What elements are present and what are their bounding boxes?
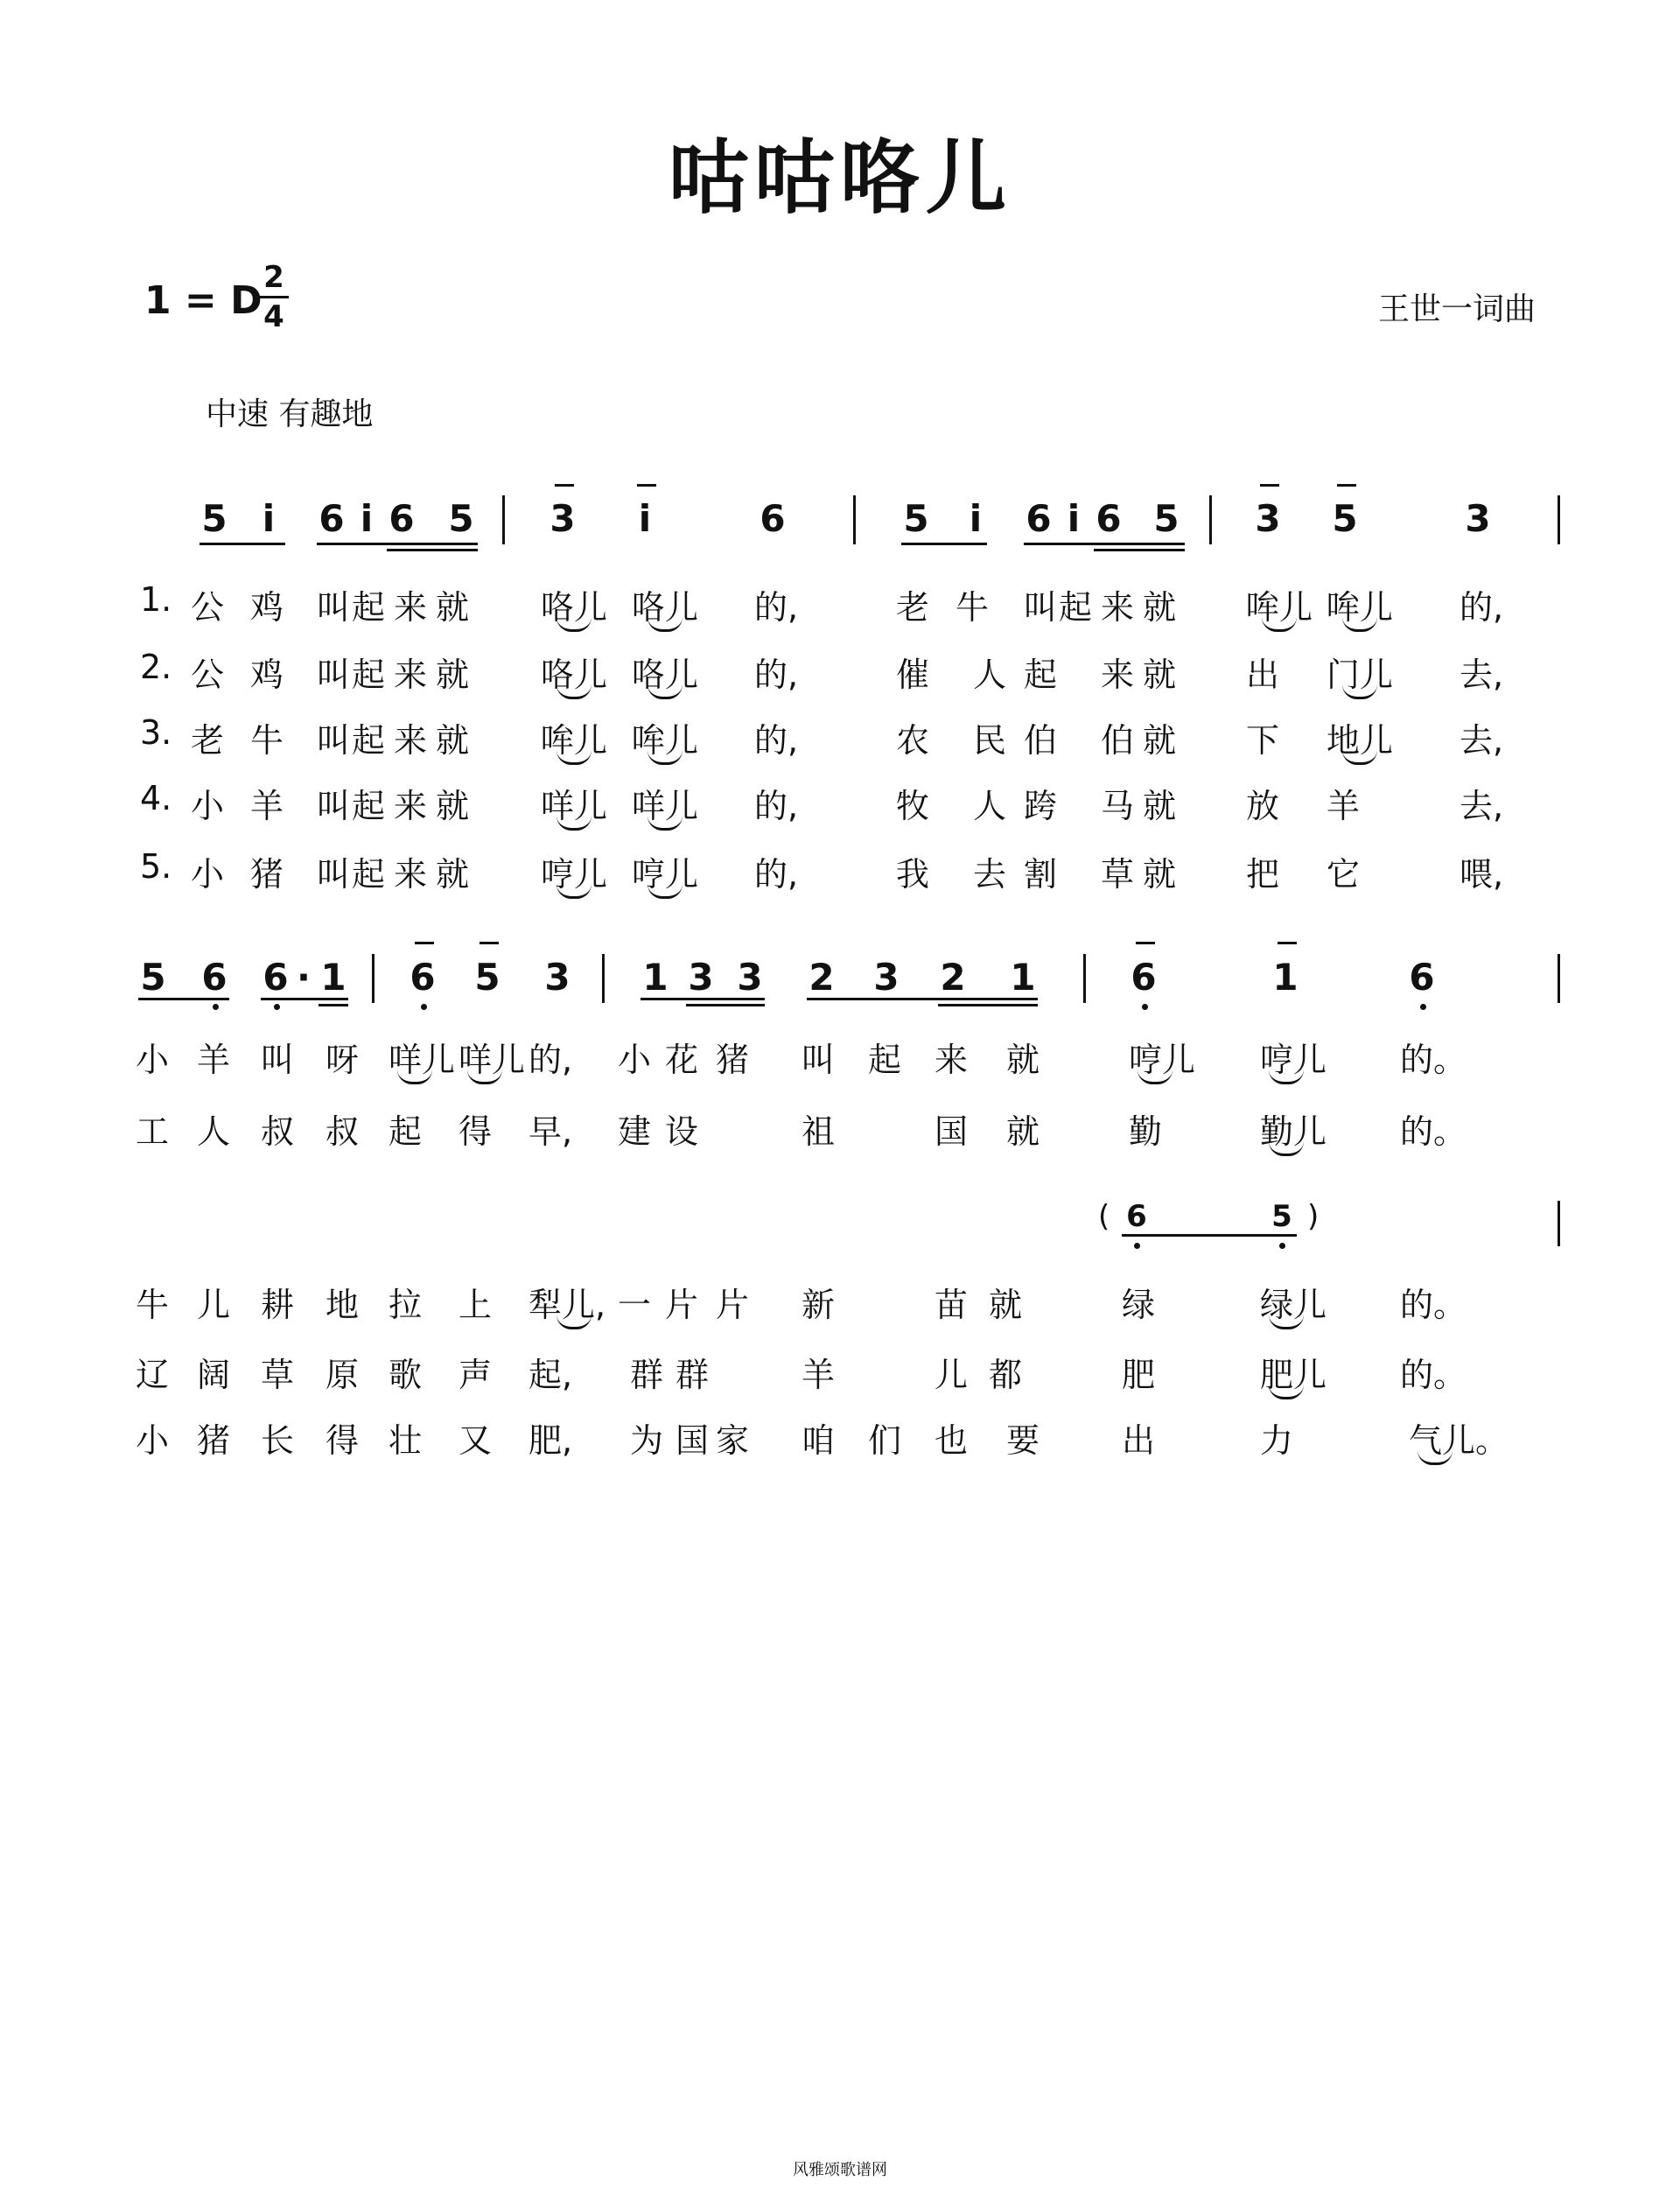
lyric-word: 工 [136,1112,170,1151]
lyric-word: 建 [618,1112,652,1151]
lyric-word: 苗 [934,1286,969,1324]
octave-dot [1142,1004,1148,1010]
slur [1269,1141,1304,1156]
slur [1269,1385,1304,1399]
lyric-word: 来 [1101,656,1135,694]
note: 5 [201,497,228,540]
verse-number: 2. [140,648,172,686]
beam-line [387,549,478,551]
lyric-word: 小 [136,1421,170,1460]
lyric-word: 地儿 [1326,721,1394,760]
lyric-word: 民 [973,721,1007,760]
lyric-word: 绿儿 [1260,1286,1327,1324]
lyric-word: 咩儿 [388,1041,456,1079]
note: 3 [550,497,576,540]
lyric-word: 咩儿 [632,787,699,825]
lyric-word: 片 [665,1286,699,1324]
lyric-word: 耕 [261,1286,295,1324]
note: 6 [1130,956,1157,999]
note: 6 [262,956,289,999]
lyric-word: 的。 [1400,1041,1467,1079]
lyric-word: 叫 [802,1041,836,1079]
slur [556,750,592,765]
lyric-word: 肥 [1122,1356,1156,1394]
lyric-word: 新 [802,1286,836,1324]
lyric-word: 来 [1101,588,1135,627]
note: 6 [318,497,345,540]
lyric-word: 家 [716,1421,750,1460]
lyric-word: 犁儿, [528,1286,606,1324]
tenuto-mark [1260,484,1279,487]
lyric-word: 长 [261,1421,295,1460]
verse-number: 5. [140,847,172,886]
note: 3 [688,956,714,999]
lyric-word: 就 [1143,721,1177,760]
lyric-word: 咱 [802,1421,836,1460]
lyric-word: 的, [528,1041,573,1079]
lyric-word: 起 [1024,656,1058,694]
lyric-word: 牧 [896,787,930,825]
lyric-word: 上 [458,1286,493,1324]
slur [467,1069,502,1084]
slur [1342,684,1377,699]
lyric-word: 就 [436,721,470,760]
lyric-word: 群 [630,1356,664,1394]
lyric-word: 阔 [197,1356,231,1394]
key-signature: 1 = D [144,278,262,323]
note: · [297,956,311,999]
lyric-word: 公 [191,656,225,694]
verse-number: 3. [140,713,172,752]
slur [1342,750,1377,765]
octave-dot [1134,1243,1140,1249]
lyric-word: 设 [665,1112,699,1151]
lyric-word: 就 [989,1286,1023,1324]
lyric-word: 草 [1101,855,1135,894]
note: 2 [808,956,835,999]
lyric-word: 起 [352,656,386,694]
lyric-word: 就 [1006,1112,1040,1151]
beam-line [1122,1234,1297,1237]
note: 6 [1126,1199,1147,1234]
lyric-word: 就 [436,656,470,694]
lyric-word: 肥, [528,1421,573,1460]
slur [648,816,682,831]
lyric-word: 叫 [261,1041,295,1079]
lyric-word: 跨 [1024,787,1058,825]
verse-number: 1. [140,580,172,619]
note: 6 [410,956,436,999]
tempo-marking: 中速 有趣地 [206,396,374,432]
octave-dot [1279,1243,1285,1249]
lyric-word: 羊 [802,1356,836,1394]
lyric-word: 叫 [1024,588,1058,627]
slur [1342,617,1377,632]
composer-credit: 王世一词曲 [1377,291,1536,327]
lyric-word: 来 [394,721,428,760]
lyric-word: 公 [191,588,225,627]
lyric-word: 叫 [317,588,351,627]
lyric-word: 伯 [1101,721,1135,760]
lyric-word: 羊 [197,1041,231,1079]
tenuto-mark [480,942,499,944]
slur [648,884,682,899]
lyric-word: 门儿 [1326,656,1394,694]
note: 2 [940,956,966,999]
slur [1269,1315,1304,1329]
lyric-word: 哞儿 [1246,588,1313,627]
tenuto-mark [415,942,434,944]
lyric-word: 哼儿 [541,855,608,894]
lyric-word: 就 [1143,787,1177,825]
lyric-word: 就 [1143,588,1177,627]
note: 1 [1272,956,1298,999]
lyric-word: 歌 [388,1356,423,1394]
lyric-word: 早, [528,1112,573,1151]
lyric-word: 下 [1246,721,1280,760]
tenuto-mark [1136,942,1155,944]
lyric-word: 老 [896,588,930,627]
note: 5 [903,497,929,540]
lyric-word: 都 [989,1356,1023,1394]
note: i [969,497,983,540]
note: 1 [642,956,668,999]
note: i [638,497,652,540]
beam-line [686,1004,765,1006]
lyric-word: 勤 [1129,1112,1163,1151]
beam-line [1024,543,1185,545]
song-title: 咕咕咯儿 [668,131,1012,225]
lyric-word: 花 [665,1041,699,1079]
lyric-word: 起 [352,721,386,760]
beam-line [138,998,229,1000]
lyric-word: 片 [716,1286,750,1324]
lyric-word: 草 [261,1356,295,1394]
lyric-word: 人 [973,656,1007,694]
lyric-word: 得 [458,1112,493,1151]
lyric-word: 儿 [934,1356,969,1394]
note: 6 [760,497,786,540]
lyric-word: 小 [136,1041,170,1079]
lyric-word: 马 [1101,787,1135,825]
note: 5 [140,956,166,999]
lyric-word: 来 [394,787,428,825]
bar-line [602,954,605,1003]
lyric-word: 它 [1326,855,1361,894]
beam-line [938,1004,1038,1006]
lyric-word: 祖 [802,1112,836,1151]
lyric-word: 牛 [956,588,990,627]
bar-line [1558,954,1560,1003]
lyric-word: 咯儿 [541,588,608,627]
lyric-word: 壮 [388,1421,423,1460]
octave-dot [274,1004,280,1010]
note: 6 [388,497,415,540]
lyric-word: 哞儿 [1326,588,1394,627]
lyric-word: 牛 [136,1286,170,1324]
slur [648,617,682,632]
paren-open: ( [1098,1199,1110,1234]
slur [1138,1069,1172,1084]
lyric-word: 哼儿 [1129,1041,1196,1079]
lyric-word: 叔 [261,1112,295,1151]
lyric-word: 人 [973,787,1007,825]
bar-line [1558,1201,1560,1246]
slur [648,750,682,765]
lyric-word: 们 [868,1421,902,1460]
note: 6 [201,956,228,999]
lyric-word: 勤儿 [1260,1112,1327,1151]
lyric-word: 哞儿 [541,721,608,760]
lyric-word: 得 [326,1421,360,1460]
lyric-word: 老 [191,721,225,760]
bar-line [1083,954,1086,1003]
lyric-word: 起 [868,1041,902,1079]
lyric-word: 小 [618,1041,652,1079]
note: 3 [873,956,900,999]
lyric-word: 出 [1122,1421,1156,1460]
lyric-word: 就 [436,787,470,825]
time-signature-bottom: 4 [263,299,284,334]
note: i [360,497,374,540]
lyric-word: 咩儿 [458,1041,526,1079]
note: 5 [1332,497,1358,540]
lyric-word: 来 [934,1041,969,1079]
note: 5 [474,956,500,999]
lyric-word: 的, [754,588,799,627]
note: 1 [320,956,346,999]
lyric-word: 叔 [326,1112,360,1151]
time-signature-top: 2 [263,260,284,295]
lyric-word: 肥儿 [1260,1356,1327,1394]
lyric-word: 我 [896,855,930,894]
lyric-word: 喂, [1460,855,1504,894]
slur [556,816,592,831]
lyric-word: 叫 [317,787,351,825]
lyric-word: 哼儿 [1260,1041,1327,1079]
footer-watermark: 风雅颂歌谱网 [793,2161,887,2179]
lyric-word: 儿 [197,1286,231,1324]
beam-line [200,543,285,545]
lyric-word: 的, [754,656,799,694]
beam-line [640,998,765,1000]
lyric-word: 割 [1024,855,1058,894]
note: i [1067,497,1081,540]
lyric-word: 就 [1143,855,1177,894]
lyric-word: 呀 [326,1041,360,1079]
lyric-word: 起 [1059,588,1093,627]
lyric-word: 声 [458,1356,493,1394]
lyric-word: 来 [394,588,428,627]
lyric-word: 哼儿 [632,855,699,894]
lyric-word: 起, [528,1356,573,1394]
lyric-word: 叫 [317,656,351,694]
lyric-word: 小 [191,787,225,825]
lyric-word: 起 [352,787,386,825]
lyric-word: 群 [676,1356,710,1394]
note: 6 [1409,956,1435,999]
lyric-word: 就 [1006,1041,1040,1079]
octave-dot [213,1004,219,1010]
lyric-word: 羊 [1326,787,1361,825]
slur [648,684,682,699]
lyric-word: 也 [934,1421,969,1460]
lyric-word: 咩儿 [541,787,608,825]
time-signature-line [259,296,289,298]
lyric-word: 猪 [716,1041,750,1079]
beam-line [318,1004,348,1006]
slur [556,884,592,899]
lyric-word: 催 [896,656,930,694]
lyric-word: 放 [1246,787,1280,825]
note: 6 [1026,497,1052,540]
slur [556,617,592,632]
beam-line [317,543,478,545]
lyric-word: 拉 [388,1286,423,1324]
lyric-word: 的。 [1400,1356,1467,1394]
slur [1269,1069,1304,1084]
lyric-word: 的, [754,855,799,894]
lyric-word: 原 [326,1356,360,1394]
verse-number: 4. [140,779,172,817]
beam-line [1094,549,1185,551]
beam-line [901,543,987,545]
note: 3 [1465,497,1491,540]
lyric-word: 把 [1246,855,1280,894]
lyric-word: 农 [896,721,930,760]
note: 3 [1255,497,1281,540]
slur [556,1315,592,1329]
note: 5 [448,497,474,540]
lyric-word: 的, [754,721,799,760]
lyric-word: 伯 [1024,721,1058,760]
lyric-word: 就 [436,588,470,627]
lyric-word: 出 [1246,656,1280,694]
beam-line [807,998,1038,1000]
note: 3 [737,956,763,999]
bar-line [372,954,374,1003]
bar-line [1558,495,1560,544]
slur [556,684,592,699]
lyric-word: 咯儿 [541,656,608,694]
lyric-word: 的, [754,787,799,825]
lyric-word: 又 [458,1421,493,1460]
lyric-word: 小 [191,855,225,894]
slur [1262,617,1297,632]
lyric-word: 鸡 [250,588,284,627]
lyric-word: 的, [1460,588,1504,627]
lyric-word: 羊 [250,787,284,825]
lyric-word: 人 [197,1112,231,1151]
tenuto-mark [637,484,656,487]
lyric-word: 气儿。 [1409,1421,1509,1460]
lyric-word: 起 [388,1112,423,1151]
lyric-word: 就 [1143,656,1177,694]
note: 6 [1096,497,1122,540]
lyric-word: 猪 [197,1421,231,1460]
lyric-word: 要 [1006,1421,1040,1460]
tenuto-mark [1278,942,1297,944]
lyric-word: 猪 [250,855,284,894]
lyric-word: 去, [1460,787,1504,825]
lyric-word: 起 [352,588,386,627]
note: i [262,497,276,540]
time-signature [259,260,289,334]
lyric-word: 来 [394,656,428,694]
lyric-word: 牛 [250,721,284,760]
lyric-word: 去 [973,855,1007,894]
lyric-word: 绿 [1122,1286,1156,1324]
lyric-word: 鸡 [250,656,284,694]
lyric-word: 的。 [1400,1286,1467,1324]
tenuto-mark [555,484,574,487]
note: 3 [544,956,570,999]
paren-close: ) [1307,1199,1320,1234]
lyric-word: 叫 [317,721,351,760]
lyric-word: 叫 [317,855,351,894]
beam-line [261,998,348,1000]
lyric-word: 咯儿 [632,588,699,627]
lyric-word: 哞儿 [632,721,699,760]
lyric-word: 的。 [1400,1112,1467,1151]
lyric-word: 国 [934,1112,969,1151]
lyric-word: 去, [1460,721,1504,760]
lyric-word: 辽 [136,1356,170,1394]
tenuto-mark [1337,484,1356,487]
octave-dot [421,1004,427,1010]
note: 5 [1153,497,1180,540]
bar-line [853,495,856,544]
octave-dot [1420,1004,1426,1010]
note: 5 [1271,1199,1292,1234]
lyric-word: 咯儿 [632,656,699,694]
lyric-word: 力 [1260,1421,1294,1460]
lyric-word: 国 [676,1421,710,1460]
slur [1418,1450,1452,1465]
lyric-word: 一 [618,1286,652,1324]
lyric-word: 来 [394,855,428,894]
lyric-word: 为 [630,1421,664,1460]
bar-line [1209,495,1212,544]
bar-line [502,495,505,544]
slur [397,1069,432,1084]
lyric-word: 地 [326,1286,360,1324]
lyric-word: 去, [1460,656,1504,694]
lyric-word: 就 [436,855,470,894]
note: 1 [1010,956,1036,999]
lyric-word: 起 [352,855,386,894]
